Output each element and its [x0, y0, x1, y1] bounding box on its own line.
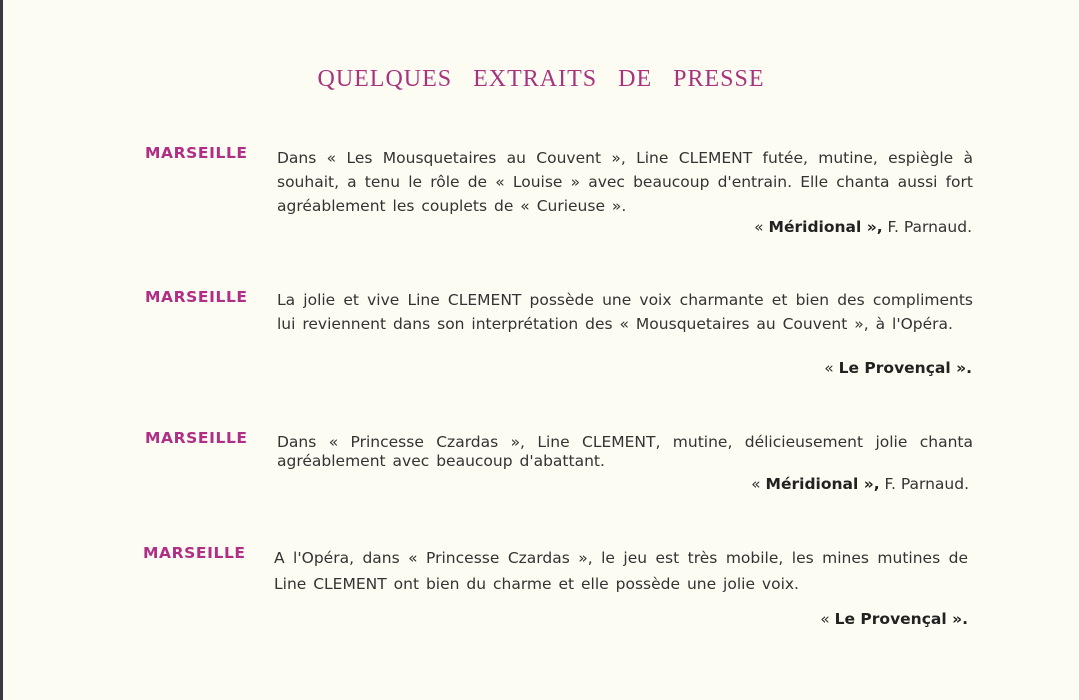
- newspaper-name: Méridional: [768, 218, 862, 236]
- page-title: QUELQUES EXTRAITS DE PRESSE: [317, 66, 765, 92]
- quote-open: «: [824, 359, 839, 377]
- quote-open: «: [754, 218, 769, 236]
- city-label: MARSEILLE: [145, 144, 248, 162]
- newspaper-name: Le Provençal: [838, 359, 951, 377]
- quote-open: «: [751, 475, 766, 493]
- extract-text: A l'Opéra, dans « Princesse Czardas », le jeu est très mobile, les mines mutines de Line CLEMENT ont bien du charme et elle possède une jolie voix.: [274, 549, 968, 593]
- city-label: MARSEILLE: [143, 544, 246, 562]
- author-name: F. Parnaud.: [882, 218, 972, 236]
- extract-text: Dans « Les Mousquetaires au Couvent », Line CLEMENT futée, mutine, espiègle à souhait, a tenu le rôle de « Louise » avec beaucoup d'entrain. Elle chanta aussi fort agréablement les couplets de « Curieuse ».: [277, 149, 973, 215]
- quote-close: ».: [946, 610, 968, 628]
- city-label: MARSEILLE: [145, 288, 248, 306]
- newspaper-name: Méridional: [765, 475, 859, 493]
- quote-close: »,: [858, 475, 880, 493]
- extract-source: [754, 218, 972, 236]
- city-label: MARSEILLE: [145, 429, 248, 447]
- author-name: F. Parnaud.: [879, 475, 969, 493]
- extract-source: [824, 359, 972, 377]
- extract-source: [751, 475, 969, 493]
- quote-open: «: [820, 610, 835, 628]
- extract-source: [820, 610, 968, 628]
- newspaper-name: Le Provençal: [834, 610, 947, 628]
- extract-text: La jolie et vive Line CLEMENT possède une voix charmante et bien des compliments lui reviennent dans son interprétation des « Mousquetaires au Couvent », à l'Opéra.: [277, 291, 973, 333]
- quote-close: »,: [861, 218, 883, 236]
- quote-close: ».: [950, 359, 972, 377]
- extract-text: Dans « Princesse Czardas », Line CLEMENT, mutine, délicieusement jolie chanta agréablement avec beaucoup d'abattant.: [277, 433, 973, 470]
